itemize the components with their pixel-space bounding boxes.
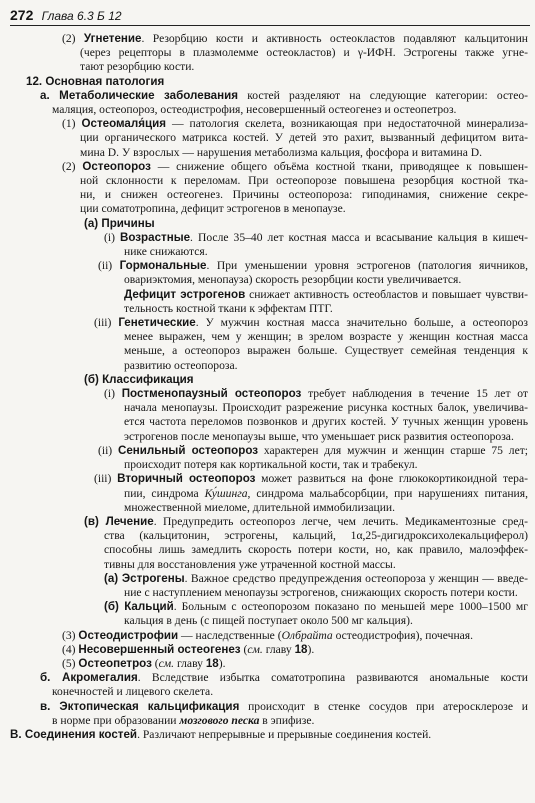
text-run: (5) <box>62 656 79 670</box>
text-line <box>10 273 528 287</box>
text-line <box>10 117 528 131</box>
emphasis-run: 12. Основная патология <box>26 74 165 88</box>
text-line <box>10 302 528 316</box>
text-run: . Важное средство предупреждения остеопороза у женщин — введе- <box>184 571 528 585</box>
text-line <box>10 444 528 458</box>
emphasis-run: В. Соединения костей <box>10 727 138 741</box>
text-line <box>10 501 528 515</box>
text-run: может развиться на фоне глюкокортикоидной тера- <box>255 472 528 486</box>
text-run: менее выражен, чем у женщин; в зрелом возрасте у женщин костная масса <box>124 330 528 344</box>
emphasis-run: Остеодистрофии <box>78 628 179 642</box>
page-body <box>10 32 528 742</box>
text-line <box>10 288 528 302</box>
text-line <box>10 75 528 89</box>
text-run: ние с наступлением менопаузы эстрогенов, снижающих скорость потери кости. <box>124 585 518 599</box>
text-line <box>10 60 528 74</box>
text-line <box>10 643 528 657</box>
text-run: требует наблюдения в течение 15 лет от <box>301 387 528 401</box>
text-line <box>10 657 528 671</box>
text-run: овариэктомия, менопауза) скорость резорбции кости увеличивается. <box>124 273 462 287</box>
text-line <box>10 472 528 486</box>
text-line <box>10 231 528 245</box>
text-line <box>10 430 528 444</box>
emphasis-run: мозгового песка <box>179 713 260 727</box>
emphasis-run: Постменопаузный остеопороз <box>121 387 302 401</box>
emphasis-run: (б) Классификация <box>84 372 194 386</box>
text-line <box>10 487 528 501</box>
text-run: остеодистрофия), почечная. <box>332 628 474 642</box>
text-line <box>10 572 528 586</box>
text-run: конечностей и лицевого скелета. <box>52 685 214 699</box>
text-run: ства (кальцитонин, эстрогены, кальций, 1α,25-дигидроксихолекальциферол) <box>104 529 528 543</box>
emphasis-run: Несовершенный остеогенез <box>78 642 241 656</box>
page-number: 272 <box>10 7 34 23</box>
text-run: происходит в стенке сосудов при атеросклерозе и <box>239 699 528 713</box>
text-line <box>10 146 528 160</box>
text-run: характерен для мужчин и женщин старше 75 лет; <box>258 443 529 457</box>
text-line <box>10 515 528 529</box>
text-line <box>10 131 528 145</box>
text-run: тают резорбцию кости. <box>80 60 195 74</box>
text-line <box>10 728 528 742</box>
text-line <box>10 387 528 401</box>
text-run: (iii) <box>94 316 119 330</box>
text-line <box>10 160 528 174</box>
emphasis-run: Олбрайта <box>281 628 333 642</box>
text-run: эстрогенов после менопаузы выше, что уменьшает риск развития остеопороза. <box>124 429 514 443</box>
text-line <box>10 174 528 188</box>
text-run: ной склонности к переломам. При остеопорозе повышена резорбция костной тка- <box>80 174 528 188</box>
text-run: главу <box>262 642 295 656</box>
text-run: . Больным с остеопорозом показано по меньшей мере 1000–1500 мг <box>173 600 528 614</box>
text-line <box>10 103 528 117</box>
emphasis-run: б. Акромегалия <box>40 671 138 685</box>
text-run: (через рецепторы в плазмолемме остеокластов) и γ-ИФН. Эстрогены также угне- <box>80 46 528 60</box>
text-run: — наследственные ( <box>178 628 282 642</box>
text-run: развитию остеопороза. <box>124 358 238 372</box>
text-run: (i) <box>104 387 122 401</box>
text-run: пии, синдрома <box>124 486 205 500</box>
emphasis-run: а. Метаболические заболевания <box>40 88 239 102</box>
text-run: ции органического матрикса костей. У детей это рахит, вызванный дефицитом вита- <box>80 131 528 145</box>
text-run: (4) <box>62 642 79 656</box>
text-run: . При уменьшении уровня эстрогенов (патология яичников, <box>206 259 528 273</box>
text-run: . Предупредить остеопороз легче, чем лечить. Медикаментозные сред- <box>153 514 528 528</box>
text-line <box>10 529 528 543</box>
emphasis-run: 18 <box>294 642 308 656</box>
text-line <box>10 245 528 259</box>
text-line <box>10 32 528 46</box>
text-line <box>10 359 528 373</box>
emphasis-run: Дефицит эстрогенов <box>124 287 246 301</box>
text-run: маляция, остеопороз, остеодистрофия, несовершенный остеогенез и остеопетроз. <box>52 103 457 117</box>
text-run: . Резорбцию кости и активность остеокластов подавляют кальцитонин <box>141 32 528 45</box>
text-run: (1) <box>62 117 82 131</box>
text-run: . После 35–40 лет костная масса и всасывание кальция в кишеч- <box>190 230 528 244</box>
text-run: меньше, а остеопороз выражен больше. Существует семейная тенденция к <box>124 344 528 358</box>
text-run: — патология скелета, возникающая при недостаточной минерализа- <box>166 117 528 131</box>
text-run: способны лишь замедлить скорость потери кости, но, как правило, малоэффек- <box>104 543 528 557</box>
text-run: нике снижаются. <box>124 245 208 259</box>
text-run: мина D. У взрослых — нарушения метаболизма кальция, фосфора и витамина D. <box>80 145 483 159</box>
text-run: происходит потеря как кортикальной кости, так и трабекул. <box>124 458 418 472</box>
text-run: костей разделяют на следующие категории: остео- <box>238 88 528 102</box>
text-run: (iii) <box>94 472 118 486</box>
text-run: . Различают непрерывные и прерывные соединения костей. <box>137 727 432 741</box>
text-run: (2) <box>62 32 84 45</box>
text-line <box>10 217 528 231</box>
text-run: ется частота переломов позвонков и других костей. У тучных женщин уровень <box>124 415 528 429</box>
chapter-label: Глава 6.3 Б 12 <box>41 9 122 23</box>
text-run: (3) <box>62 628 79 642</box>
text-run: снижает активность остеобластов и повышает чувстви- <box>245 287 528 301</box>
text-run: ни, и снижен остеогенез. Причины остеопороза: гиподинамия, снижение секре- <box>80 188 528 202</box>
text-run: . У мужчин костная масса значительно больше, а остеопороз <box>195 316 528 330</box>
emphasis-run: Остеомаля́ция <box>81 117 167 131</box>
text-line <box>10 685 528 699</box>
text-line <box>10 614 528 628</box>
emphasis-run: Возрастные <box>119 230 191 244</box>
text-line <box>10 671 528 685</box>
text-line <box>10 89 528 103</box>
text-run: множественной миеломе, длительной иммобилизации. <box>124 500 396 514</box>
emphasis-run: (а) Причины <box>84 216 155 230</box>
text-line <box>10 558 528 572</box>
text-run: (2) <box>62 159 83 173</box>
text-line <box>10 700 528 714</box>
emphasis-run: Вторичный остеопороз <box>117 472 256 486</box>
running-header <box>10 8 530 26</box>
text-run: ции соматотропина, дефицит эстрогенов в менопаузе. <box>80 202 346 216</box>
text-line <box>10 586 528 600</box>
text-run: тельность костной ткани к эффектам ПТГ. <box>124 301 333 315</box>
text-run: . Вследствие избытка соматотропина развиваются аномальные кости <box>137 671 528 685</box>
emphasis-run: Гормональные <box>119 259 207 273</box>
text-line <box>10 330 528 344</box>
text-line <box>10 543 528 557</box>
text-run: — снижение общего объёма костной ткани, приводящее к повышен- <box>150 159 528 173</box>
text-run: (ii) <box>98 259 120 273</box>
text-line <box>10 458 528 472</box>
text-run: главу <box>174 656 206 670</box>
emphasis-run: Генетические <box>118 316 196 330</box>
text-run: тивны для восстановления уже утраченной костной массы. <box>104 557 396 571</box>
text-run: ( <box>240 642 248 656</box>
text-line <box>10 316 528 330</box>
text-line <box>10 259 528 273</box>
text-line <box>10 714 528 728</box>
emphasis-run: Остеопетроз <box>78 656 152 670</box>
text-run: (ii) <box>98 443 118 457</box>
text-line <box>10 415 528 429</box>
text-run: (i) <box>104 230 120 244</box>
emphasis-run: Угнетение <box>83 32 142 45</box>
text-line <box>10 600 528 614</box>
text-run: ( <box>151 656 159 670</box>
emphasis-run: Ку́шинга <box>204 486 248 500</box>
emphasis-run: (а) Эстрогены <box>104 571 185 585</box>
text-run: начала менопаузы. Происходит разрежение рисунка костных балок, увеличива- <box>124 401 528 415</box>
text-line <box>10 188 528 202</box>
emphasis-run: 18 <box>205 656 219 670</box>
emphasis-run: Остеопороз <box>82 159 151 173</box>
text-line <box>10 373 528 387</box>
emphasis-run: Сенильный остеопороз <box>117 443 259 457</box>
text-line <box>10 344 528 358</box>
emphasis-run: см. <box>158 656 175 670</box>
text-run: кальция в день (с пищей поступает около 500 мг кальция). <box>124 614 413 628</box>
text-line <box>10 46 528 60</box>
text-run: ). <box>307 642 315 656</box>
emphasis-run: в. Эктопическая кальцификация <box>40 699 240 713</box>
text-run: ). <box>218 656 226 670</box>
text-line <box>10 629 528 643</box>
text-run: в эпифизе. <box>259 713 315 727</box>
emphasis-run: (б) Кальций <box>104 600 174 614</box>
text-run: в норме при образовании <box>52 713 180 727</box>
text-line <box>10 202 528 216</box>
text-line <box>10 401 528 415</box>
text-run: , синдрома мальабсорбции, при нарушениях питания, <box>247 486 528 500</box>
emphasis-run: см. <box>247 642 263 656</box>
emphasis-run: (в) Лечение <box>84 514 154 528</box>
